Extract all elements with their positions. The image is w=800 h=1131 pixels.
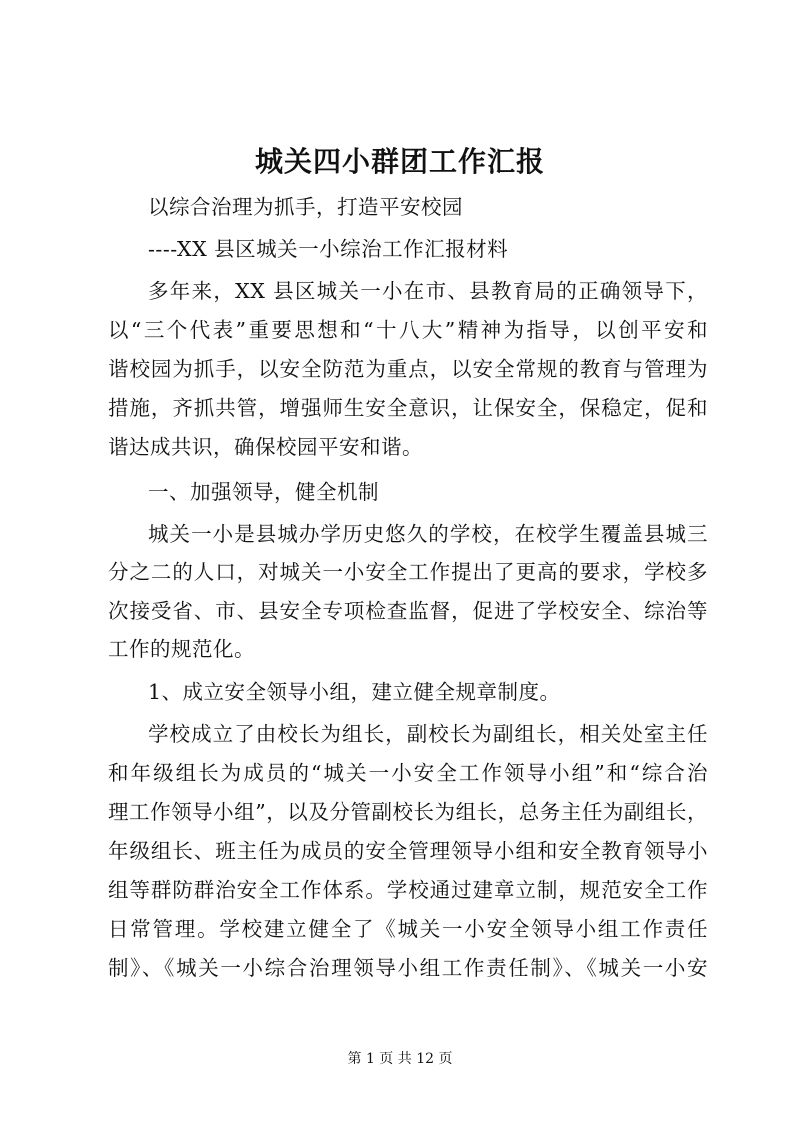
page-number-footer: 第 1 页 共 12 页 — [347, 1051, 453, 1067]
subtitle-line: 以综合治理为抓手，打造平安校园 — [148, 195, 463, 219]
paragraph-line: 谐达成共识，确保校园平安和谐。 — [108, 435, 423, 459]
paragraph-line: 年级组长、班主任为成员的安全管理领导小组和安全教育领导小 — [108, 839, 708, 863]
paragraph-line: 和年级组长为成员的“城关一小安全工作领导小组”和“综合治 — [108, 761, 708, 785]
paragraph-line: 分之二的人口，对城关一小安全工作提出了更高的要求，学校多 — [108, 560, 708, 584]
paragraph-line: 次接受省、市、县安全专项检查监督，促进了学校安全、综治等 — [108, 599, 708, 623]
subtitle-source-line: ----XX 县区城关一小综治工作汇报材料 — [148, 237, 509, 261]
paragraph-line: 谐校园为抓手，以安全防范为重点，以安全常规的教育与管理为 — [108, 357, 708, 381]
paragraph-line: 工作的规范化。 — [108, 637, 255, 661]
paragraph-line: 以“三个代表”重要思想和“十八大”精神为指导，以创平安和 — [108, 318, 708, 342]
paragraph-line: 多年来，XX 县区城关一小在市、县教育局的正确领导下， — [148, 279, 708, 303]
section-heading: 一、加强领导，健全机制 — [148, 480, 379, 504]
paragraph-line: 理工作领导小组”，以及分管副校长为组长，总务主任为副组长， — [108, 800, 708, 824]
paragraph-line: 城关一小是县城办学历史悠久的学校，在校学生覆盖县城三 — [148, 522, 708, 546]
paragraph-line: 措施，齐抓共管，增强师生安全意识，让保安全，保稳定，促和 — [108, 396, 708, 420]
paragraph-line: 日常管理。学校建立健全了《城关一小安全领导小组工作责任 — [108, 917, 708, 941]
paragraph-line: 学校成立了由校长为组长，副校长为副组长，相关处室主任 — [148, 722, 708, 746]
paragraph-line: 组等群防群治安全工作体系。学校通过建章立制，规范安全工作 — [108, 878, 708, 902]
paragraph-line: 制》、《城关一小综合治理领导小组工作责任制》、《城关一小安 — [108, 956, 708, 980]
document-title: 城关四小群团工作汇报 — [254, 145, 545, 178]
subsection-heading: 1、成立安全领导小组，建立健全规章制度。 — [148, 680, 561, 704]
